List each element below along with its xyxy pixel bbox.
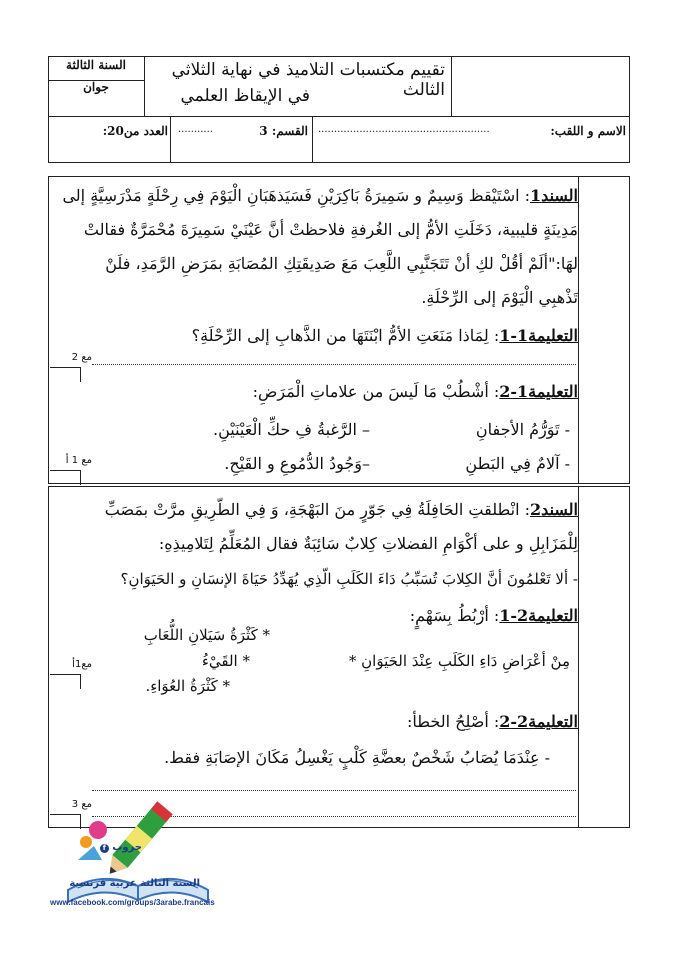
class-field[interactable]: ...........: [178, 124, 213, 135]
option-eyelid-swelling[interactable]: - تَوَرُّمُ الأجفانِ: [475, 420, 570, 439]
score-2-2: مع 3: [71, 799, 92, 810]
match-right-1[interactable]: * كَثْرَةُ سَيَلانِ اللُّعَابِ: [143, 626, 270, 644]
score-2-1: مع1أ: [72, 659, 92, 670]
class-label: القسم: 3: [259, 124, 308, 138]
match-left[interactable]: مِنْ أعْرَاضِ دَاءِ الكَلَبِ عِنْدَ الحَيَوَانِ *: [348, 652, 570, 670]
answer-line-1-1[interactable]: [92, 364, 576, 365]
section2-line3: - ألا تَعْلمُونَ أنَّ الكِلابَ تُسَبِّبُ دَاءَ الكَلَبِ الّذِي يُهَدِّدُ حَيَاةَ الإنسَانِ و الحَيَوَانِ؟: [120, 570, 578, 588]
question-1-2-label: التعليمة1-2: [499, 382, 578, 401]
facebook-icon: f: [100, 844, 109, 853]
header-divider: [48, 116, 630, 117]
grade-label: العدد من20:: [102, 124, 168, 138]
logo-group-label: جروب f: [98, 842, 142, 853]
section1-line1: السند1: اسْتَيْقظ وَسِيمٌ و سَمِيرَةُ بَاكِرَيْنِ فَسَيَذهَبَانِ الْيَوْمَ فِي رِحْلَةٍ مَدْرَسِيَّةٍ إلى: [62, 186, 578, 205]
header-month: جوان: [83, 80, 109, 94]
footer-url[interactable]: www.facebook.com/groups/3arabe.francais: [50, 898, 215, 907]
sentence-to-correct: - عِنْدَمَا يُصَابُ شَخْصٌ بعضَّةِ كَلْبٍ يَغْسِلُ مَكَانَ الإصَابَةِ فقط.: [164, 748, 550, 767]
score-1-1: مع 2: [71, 352, 92, 363]
score-1-2: مع 1 أ: [65, 455, 92, 466]
section2-line2: لِلْمَزَابِلِ و على أكْوَامِ الفضلاتِ كِلابٌ سَائِبَةٌ فقال المُعَلِّمُ لِتَلامِيذِهِ:: [158, 534, 578, 553]
section1-line4: تَذْهبِي الْيَوْمَ إلى الرِّحْلَةِ.: [421, 288, 578, 307]
question-1-1-label: التعليمة1-1: [499, 326, 578, 345]
match-right-2[interactable]: * القَيْءُ: [201, 652, 250, 670]
question-1-2: التعليمة1-2: أشْطُبْ مَا لَيسَ من علاماتِ الْمَرَضِ:: [252, 382, 578, 401]
option-eye-itching[interactable]: – الرَّغبةُ فِ حكِّ الْعَيْنَيْنِ.: [212, 420, 370, 439]
header-year: السنة الثالثة: [66, 58, 126, 72]
option-stomach-pain[interactable]: - آلامٌ فِي البَطنِ: [465, 454, 570, 473]
question-1-1: التعليمة1-1: لِمَاذا مَنَعَتِ الأمُّ ابْنَتَهَا من الذَّهابِ إلى الرِّحْلَةِ؟: [191, 326, 578, 345]
question-2-1: التعليمة2-1: أرْبُطُ بِسَهْمٍ:: [409, 606, 578, 625]
section2-line1: السند2: انْطلقتِ الحَافِلَةُ فِي جَوّرٍ منَ البَهْجَةِ، وَ فِي الطّرِيقِ مرَّتْ بمَصَبِّ: [104, 500, 578, 519]
name-label: الاسم و اللقب:: [550, 124, 626, 138]
section1-line2: مَدِينَةٍ قليبية، دَخَلَتِ الأمُّ إلى الغُرفةِ فلاحظتْ أنَّ عَيْنَيْ سَمِيرَةَ مُحْمَرَّةٌ فقالتْ: [83, 220, 578, 239]
page-subtitle: في الإيقاظ العلمي: [180, 86, 310, 106]
question-2-1-label: التعليمة2-1: [499, 606, 578, 625]
name-field[interactable]: ......................................................: [318, 124, 490, 135]
section2-label: السند2: [530, 500, 578, 519]
logo-text: السنة الثالثة عربية فرنسية: [69, 878, 200, 889]
match-right-3[interactable]: * كَثْرَةُ العُوَاءِ.: [145, 677, 230, 695]
option-tears-pus[interactable]: –وَجُودُ الدُّمُوعِ و القَيْحِ.: [224, 454, 370, 473]
question-2-2-label: التعليمة2-2: [499, 712, 578, 731]
page-title: تقييم مكتسبات التلاميذ في نهاية الثلاثي الثالث: [171, 60, 445, 100]
section1-line3: لهَا:"ألَمْ أقُلْ لكِ أنْ تَتَجَنَّبِي اللَّعِبَ مَعَ صَدِيقَتِكِ المُصَابَةِ بمَرَضِ الرَّمَدِ، فلَنْ: [105, 254, 578, 273]
section1-label: السند1: [530, 186, 578, 205]
question-2-2: التعليمة2-2: أصْلِحُ الخطأ:: [406, 712, 578, 731]
